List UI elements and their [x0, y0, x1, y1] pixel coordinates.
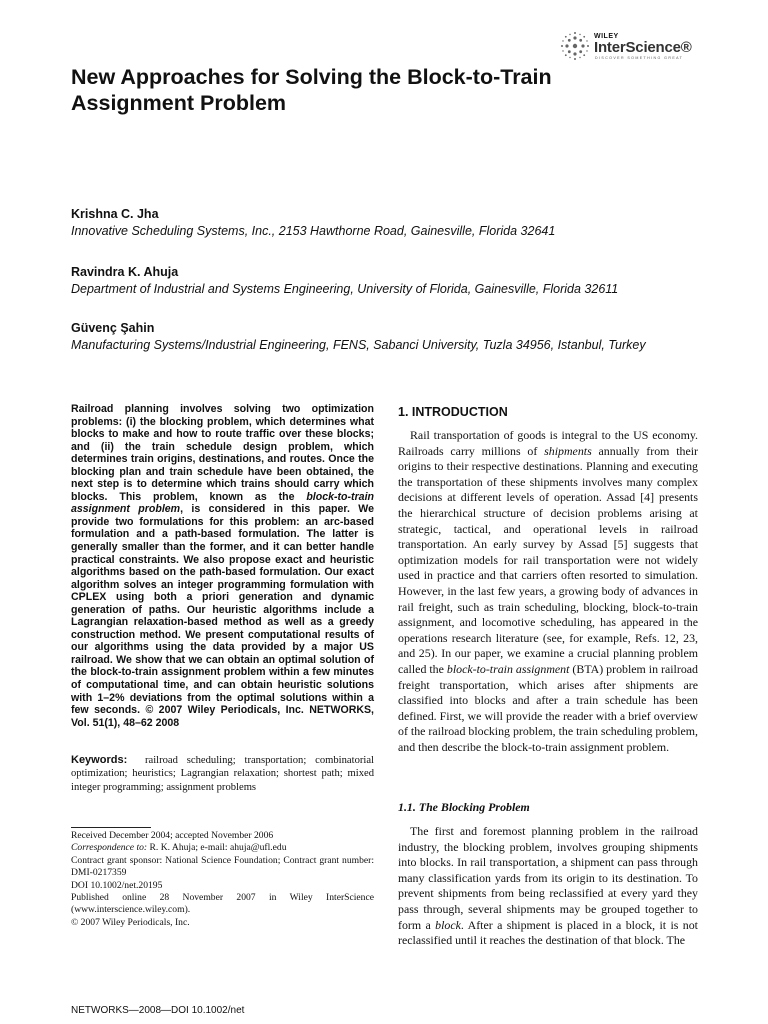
wiley-interscience-logo: [558, 30, 708, 62]
author-affiliation: Innovative Scheduling Systems, Inc., 2153 Hawthorne Road, Gainesville, Florida 32641: [71, 224, 556, 238]
author-affiliation: Manufacturing Systems/Industrial Engineering, FENS, Sabanci University, Tuzla 34956, Istanbul, Turkey: [71, 338, 646, 352]
sponsor-note: Contract grant sponsor: National Science Foundation; Contract grant number: DMI-0217359: [71, 854, 374, 879]
starburst-icon: [558, 30, 592, 62]
author-name: Krishna C. Jha: [71, 207, 159, 221]
section-heading-introduction: 1. INTRODUCTION: [398, 405, 508, 419]
page-footer: NETWORKS—2008—DOI 10.1002/net: [71, 1005, 245, 1016]
abstract-text: Railroad planning involves solving two optimization problems: (i) the blocking problem, which determines what blocks to make and how to route traffic over these blocks; and (ii) the train schedule design problem, which determines train origins, destinations, and routes. Once the blocking plan and train schedule have been obtained, the next step is to determine which trains should carry which blocks. This problem, known as the: [71, 403, 374, 503]
body-text: The first and foremost planning problem in the railroad industry, the blocking problem, involves grouping shipments into blocks. In rail transportation, a shipment can pass through many classification yards from its origin to its destination. To prevent shipments from being reclassified at every yard they pass through, several shipments may be grouped together to form a: [398, 824, 698, 932]
body-text: (BTA) problem in railroad freight transportation, which arises after shipments are classified into blocks and after a train schedule has been defined. First, we will provide the reader with a brief overview of the railroad blocking problem, the train scheduling problem, and then describe the block-to-train assignment problem.: [398, 661, 698, 754]
blocking-paragraph: [398, 824, 698, 949]
body-emphasis: shipments: [544, 443, 592, 458]
published-note: Published online 28 November 2007 in Wiley InterScience (www.interscience.wiley.com).: [71, 892, 374, 916]
doi-note: DOI 10.1002/net.20195: [71, 879, 163, 891]
logo-name: InterScience®: [594, 39, 692, 56]
received-note: Received December 2004; accepted November 2006: [71, 830, 274, 841]
abstract-emphasis: block-to-train assignment problem: [71, 490, 374, 516]
paper-title: New Approaches for Solving the Block-to-Train Assignment Problem: [71, 65, 552, 115]
abstract-text: , is considered in this paper. We provide two formulations for this problem: an arc-based formulation and a path-based formulation. The latter is generally smaller than the former, and it can better handle practical constraints. We also propose exact and heuristic algorithms based on the path-based formulation. Our exact algorithm solves an integer programming formulation with CPLEX using both a priori generation and dynamic generation of paths. Our heuristic algorithms include a Lagrangian relaxation-based method as well as a greedy construction method. We present computational results of our algorithms using the data provided by a major US railroad. We show that we can obtain an optimal solution of the block-to-train assignment problem within a few minutes of computational time, and can obtain heuristic solutions with 1–2% deviations from the optimal solutions within a few seconds. © 2007 Wiley Periodicals, Inc. NETWORKS, Vol. 51(1), 48–62 2008: [71, 503, 374, 729]
correspondence-label: Correspondence to:: [71, 842, 148, 854]
introduction-paragraph: [398, 428, 698, 755]
body-emphasis: block: [435, 917, 461, 932]
logo-tagline: DISCOVER SOMETHING GREAT: [595, 56, 684, 60]
body-emphasis: block-to-train assignment: [446, 661, 570, 676]
abstract: [71, 403, 374, 729]
keywords-label: Keywords:: [71, 754, 128, 766]
subsection-heading-blocking: 1.1. The Blocking Problem: [398, 800, 530, 814]
correspondence-note: [71, 842, 374, 854]
logo-publisher: WILEY: [594, 33, 619, 40]
keywords: [71, 754, 374, 794]
body-text: Rail transportation of goods is integral to the US economy. Railroads carry millions of: [398, 428, 698, 458]
correspondence-text: R. K. Ahuja; e-mail: ahuja@ufl.edu: [147, 842, 287, 854]
keywords-text: railroad scheduling; transportation; combinatorial optimization; heuristics; Lagrangian relaxation; shortest path; mixed integer programming; assignment problems: [71, 755, 374, 793]
author-name: Güvenç Şahin: [71, 321, 155, 335]
body-text: . After a shipment is placed in a block, it is not reclassified until it reaches the destination of that block. The: [398, 917, 698, 948]
copyright-note: © 2007 Wiley Periodicals, Inc.: [71, 916, 190, 928]
body-text: annually from their origins to their respective destinations. Planning and executing the transportation of these shipments involves many complex decisions at different levels of operation. Assad [4] presents the hierarchical structure of decision problems arising at strategic, tactical, and operational levels in railroad transportation. An early survey by Assad [5] suggests that optimization models for rail transportation were not widely used in practice and that carriers often resorted to simulation. However, in the last few years, a growing body of advances in rail freight, such as train scheduling, blocking, block-to-train assignment, and locomotive scheduling, has appeared in the operations research literature (see, for example, Refs. 12, 23, and 25). In our paper, we examine a crucial planning problem called the: [398, 443, 699, 676]
author-name: Ravindra K. Ahuja: [71, 265, 179, 279]
footnotes: [71, 830, 374, 929]
footnote-divider: [71, 827, 151, 828]
author-affiliation: Department of Industrial and Systems Engineering, University of Florida, Gainesville, Florida 32611: [71, 282, 619, 296]
